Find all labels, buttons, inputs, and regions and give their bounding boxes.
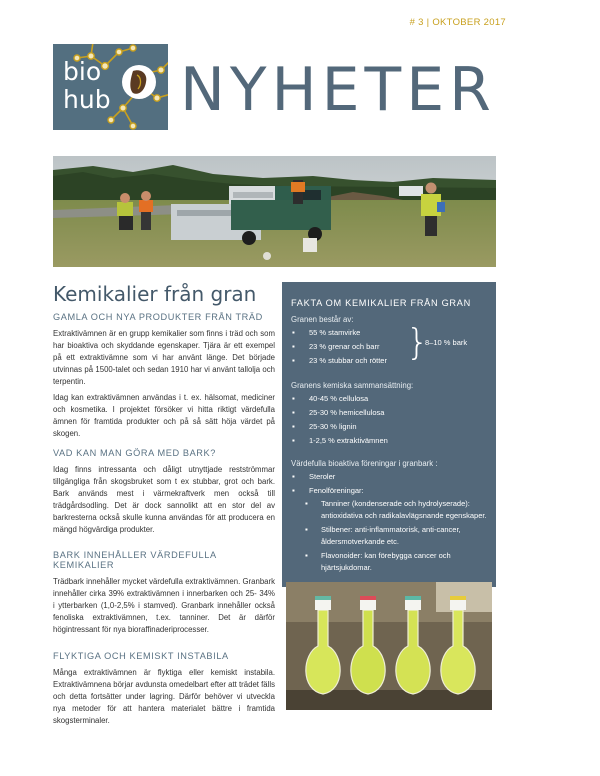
list-item: ▪ 25-30 % hemicellulosa <box>291 406 388 420</box>
logo-text-bio: bio <box>63 57 102 86</box>
list-subitem: ▪ Tanniner (kondenserade och hydrolyserade): antioxidativa och radikalavlägsnande egenskaper. <box>291 498 491 522</box>
chemical-composition-list <box>291 392 388 448</box>
bracket-icon: } <box>406 322 429 363</box>
paragraph: Idag finns intressanta och dåligt utnyttjade restströmmar tillgängliga från skogsbruket som t ex stubbar, grot och bark. Bark används mest i värmekraftverk men också till trädgårdsodling. Det är dock sannolikt att en stor del av barkresterna också skulle kunna användas för att producera en mängd högvärdiga produkter. <box>53 465 275 534</box>
section-volatile <box>53 651 275 727</box>
list-item: ▪ Steroler <box>291 470 491 484</box>
masthead-title: NYHETER <box>180 55 496 125</box>
flasks-photo <box>286 582 492 710</box>
list-item: ▪ 1-2,5 % extraktivämnen <box>291 434 388 448</box>
list-item: ▪ 23 % stubbar och rötter <box>291 354 387 368</box>
paragraph: Många extraktivämnen är flyktiga eller kemiskt instabila. Extraktivämnena börjar avdunsta omedelbart efter att trädet fälls och detta fortsätter under lagring. Därför behöver vi utveckla nya metoder för att hantera materialet bättre i framtida skogsterminaler. <box>53 668 275 725</box>
fact-box-heading: FAKTA OM KEMIKALIER FRÅN GRAN <box>291 298 471 308</box>
spruce-composition-list <box>291 326 387 368</box>
list-item: ▪ 40-45 % cellulosa <box>291 392 388 406</box>
paragraph: Trädbark innehåller mycket värdefulla extraktivämnen. Granbark innehåller cirka 39% extraktivämnen i innerbarken och 25- 34% i ytterbarken (1,0-2,5% i stamved). Granbark innehåller också fenoliska extraktivämnen, t.ex. tanniner. Det är därför högintressant för nya bioraffinaderiprocesser. <box>53 577 275 634</box>
bioactive-compounds-list <box>291 470 491 576</box>
section-old-new-products <box>53 312 275 440</box>
section-heading: VAD KAN MAN GÖRA MED BARK? <box>53 448 216 458</box>
biohub-logo <box>53 44 168 130</box>
section-heading: BARK INNEHÅLLER VÄRDEFULLA KEMIKALIER <box>53 550 217 570</box>
bioactive-compounds-label: Värdefulla bioaktiva föreningar i granbark : <box>291 459 438 468</box>
issue-label: # 3 | OKTOBER 2017 <box>409 17 506 28</box>
spruce-composition-label: Granen består av: <box>291 315 354 324</box>
bark-share-label: 8–10 % bark <box>425 338 468 347</box>
fact-box <box>282 282 496 587</box>
section-heading: FLYKTIGA OCH KEMISKT INSTABILA <box>53 651 229 661</box>
list-subitem: ▪ Stilbener: anti-inflammatorisk, anti-cancer, åldersmotverkande etc. <box>291 524 491 548</box>
field-work-photo <box>53 156 496 267</box>
list-item: ▪ 25-30 % lignin <box>291 420 388 434</box>
paragraph: Idag kan extraktivämnen användas i t. ex. hälsomat, mediciner och kosmetika. I projektet försöker vi hitta riktigt värdefulla ämnen för framtida produkter och på så sätt höja värdet på skogen. <box>53 393 275 438</box>
logo-text-hub: hub <box>63 85 111 114</box>
section-heading: GAMLA OCH NYA PRODUKTER FRÅN TRÄD <box>53 312 263 322</box>
list-item: ▪ Fenolföreningar: <box>291 484 491 498</box>
list-subitem: ▪ Flavonoider: kan förebygga cancer och hjärtsjukdomar. <box>291 550 491 574</box>
list-item: ▪ 55 % stamvirke <box>291 326 387 340</box>
article-title: Kemikalier från gran <box>53 282 257 306</box>
section-valuable-chemicals <box>53 550 275 636</box>
paragraph: Extraktivämnen är en grupp kemikalier som finns i träd och som har bioaktiva och skyddande egenskaper. Tjära är ett exempel på ett extraktivämne som vi har använt länge. Det började utvinnas på 1500-talet och sedan 1910 har vi använt tallolja och terpentin. <box>53 329 275 386</box>
chemical-composition-label: Granens kemiska sammansättning: <box>291 381 414 390</box>
list-item: ▪ 23 % grenar och barr <box>291 340 387 354</box>
section-bark-uses <box>53 448 275 536</box>
